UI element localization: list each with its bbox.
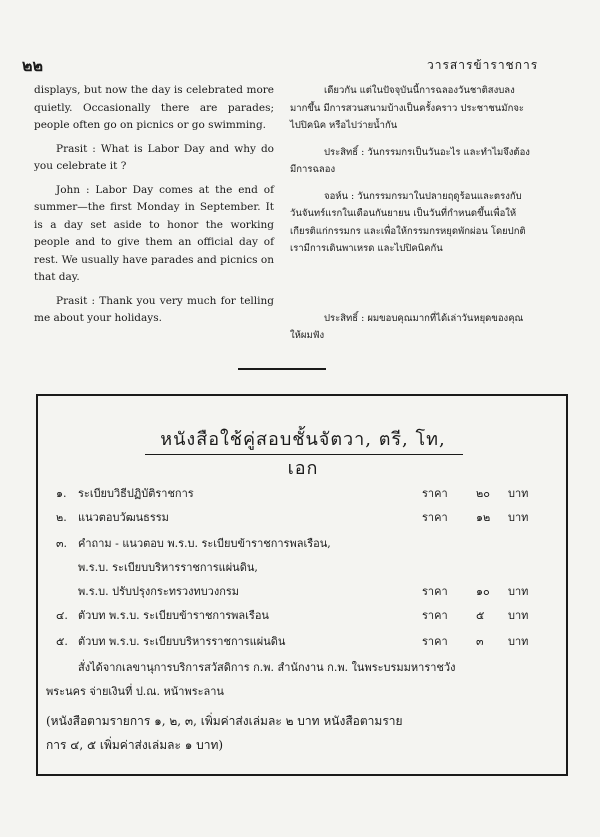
- price-amount: ๕: [476, 609, 485, 622]
- item-title: พ.ร.บ. ปรับปรุงกระทรวงทบวงกรม: [78, 585, 240, 598]
- item-title: ตัวบท พ.ร.บ. ระเบียบบริหารราชการแผ่นดิน: [78, 635, 286, 648]
- left-paragraph: Prasit : What is Labor Day and why do you celebrate it ?: [34, 142, 274, 172]
- book-item: [56, 534, 556, 552]
- right-column: [290, 82, 530, 354]
- left-paragraph: Prasit : Thank you very much for telling me about your holidays.: [34, 294, 274, 324]
- right-paragraph: เดียวกัน แต่ในปัจจุบันนี้การฉลองวันชาติสงบลงมากขึ้น มีการสวนสนามบ้างเป็นครั้งคราว ประชาชนมักจะไปปิคนิค หรือไปว่ายน้ำกัน: [290, 85, 524, 131]
- price-label: ราคา: [422, 487, 448, 500]
- price-unit: บาท: [508, 511, 529, 524]
- left-column: [34, 82, 274, 334]
- item-title: ระเบียบวิธีปฏิบัติราชการ: [78, 487, 194, 500]
- right-paragraph: จอห์น : วันกรรมกรมาในปลายฤดูร้อนและตรงกับวันจันทร์แรกในเดือนกันยายน เป็นวันที่กำหนดขึ้นเพื่อให้เกียรติแก่กรรมกร และเพื่อให้กรรมกรหยุดพักผ่อน โดยปกติเรามีการเดินพาเหรด และไปปิคนิคกัน: [290, 190, 526, 254]
- price-unit: บาท: [508, 585, 529, 598]
- book-item: [56, 484, 556, 502]
- shipping-note-continued: การ ๔, ๕ เพิ่มค่าส่งเล่มละ ๑ บาท): [46, 738, 224, 752]
- price-unit: บาท: [508, 635, 529, 648]
- item-number: ๔.: [56, 609, 68, 622]
- book-item-continued: [56, 558, 556, 576]
- order-note-continued: พระนคร จ่ายเงินที่ ป.ณ. หน้าพระลาน: [46, 685, 224, 698]
- price-label: ราคา: [422, 511, 448, 524]
- book-item: [56, 632, 556, 650]
- order-note: สั่งได้จากเลขานุการบริการสวัสดิการ ก.พ. สำนักงาน ก.พ. ในพระบรมมหาราชวัง: [78, 661, 456, 674]
- item-title: ตัวบท พ.ร.บ. ระเบียบข้าราชการพลเรือน: [78, 609, 269, 622]
- running-title: วารสารข้าราชการ: [427, 58, 539, 72]
- book-item-continued: [56, 582, 556, 600]
- box-title: หนังสือใช้คู่สอบชั้นจัตวา, ตรี, โท, เอก: [160, 429, 446, 479]
- right-paragraph: ประสิทธิ์ : วันกรรมกรเป็นวันอะไร และทำไมจึงต้องมีการฉลอง: [290, 146, 530, 175]
- item-number: ๑.: [56, 487, 67, 500]
- right-paragraph: ประสิทธิ์ : ผมขอบคุณมากที่ได้เล่าวันหยุดของคุณให้ผมฟัง: [290, 312, 524, 341]
- item-number: ๓.: [56, 537, 68, 550]
- price-unit: บาท: [508, 487, 529, 500]
- page-number: ๒๒: [22, 56, 44, 75]
- left-paragraph: John : Labor Day comes at the end of summer—the first Monday in September. It is a day set aside to honor the working people and to give them an official day of rest. We usually have parades and picnics on that day.: [34, 183, 274, 283]
- price-amount: ๓: [476, 635, 484, 648]
- item-title: พ.ร.บ. ระเบียบบริหารราชการแผ่นดิน,: [78, 561, 258, 574]
- advertisement-box: [36, 394, 568, 776]
- shipping-note: (หนังสือตามรายการ ๑, ๒, ๓, เพิ่มค่าส่งเล่มละ ๒ บาท หนังสือตามราย: [46, 714, 403, 728]
- price-amount: ๑๒: [476, 511, 491, 524]
- item-number: ๕.: [56, 635, 68, 648]
- price-label: ราคา: [422, 609, 448, 622]
- price-amount: ๑๐: [476, 585, 490, 598]
- item-title: คำถาม - แนวตอบ พ.ร.บ. ระเบียบข้าราชการพลเรือน,: [78, 537, 331, 550]
- book-item: [56, 606, 556, 624]
- price-amount: ๒๐: [476, 487, 490, 500]
- price-label: ราคา: [422, 585, 448, 598]
- price-unit: บาท: [508, 609, 529, 622]
- book-item: [56, 508, 556, 526]
- section-divider: [238, 368, 326, 370]
- item-title: แนวตอบวัฒนธรรม: [78, 511, 169, 524]
- item-number: ๒.: [56, 511, 67, 524]
- left-paragraph: displays, but now the day is celebrated more quietly. Occasionally there are parades; people often go on picnics or go swimming.: [34, 84, 274, 131]
- price-label: ราคา: [422, 635, 448, 648]
- box-title-underline: [145, 454, 463, 455]
